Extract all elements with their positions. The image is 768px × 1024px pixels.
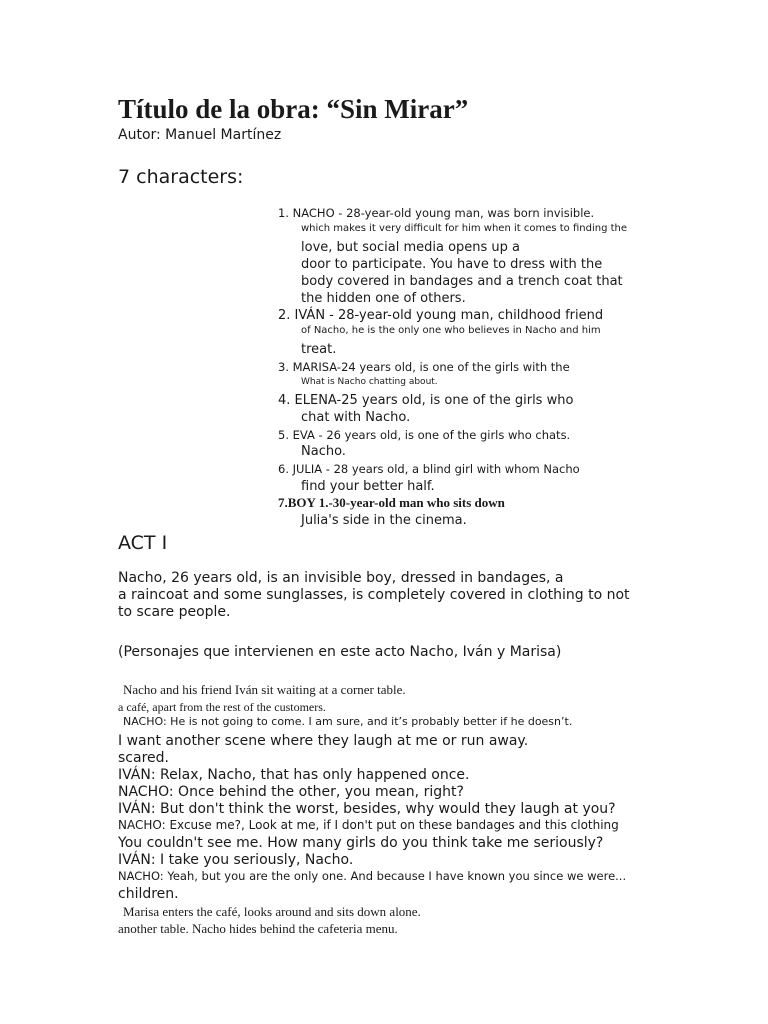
intro-line: Nacho, 26 years old, is an invisible boy, dressed in bandages, a <box>118 570 564 586</box>
stage-direction: Marisa enters the café, looks around and sits down alone. <box>123 904 421 919</box>
stage-direction: a café, apart from the rest of the customers. <box>118 700 326 714</box>
intro-line: a raincoat and some sunglasses, is completely covered in clothing to not <box>118 587 630 603</box>
character-2-line: of Nacho, he is the only one who believes in Nacho and him <box>301 325 601 336</box>
characters-heading: 7 characters: <box>118 166 244 188</box>
character-1-line: which makes it very difficult for him when it comes to finding the <box>301 223 628 234</box>
dialogue-line: I want another scene where they laugh at me or run away. <box>118 733 529 749</box>
characters-note: (Personajes que intervienen en este acto Nacho, Iván y Marisa) <box>118 644 562 660</box>
character-5-line: Nacho. <box>301 444 346 459</box>
character-1-line: door to participate. You have to dress with the <box>301 257 603 272</box>
author-line: Autor: Manuel Martínez <box>118 127 282 143</box>
intro-line: to scare people. <box>118 604 231 620</box>
character-3-line: What is Nacho chatting about. <box>301 377 438 387</box>
character-4-line: 4. ELENA-25 years old, is one of the girls who <box>278 393 574 408</box>
character-4-line: chat with Nacho. <box>301 410 411 425</box>
dialogue-line: NACHO: He is not going to come. I am sure, and it’s probably better if he doesn’t. <box>123 715 573 728</box>
character-6-line: 6. JULIA - 28 years old, a blind girl with whom Nacho <box>278 462 580 476</box>
stage-direction: another table. Nacho hides behind the cafeteria menu. <box>118 921 398 936</box>
dialogue-line: NACHO: Yeah, but you are the only one. And because I have known you since we were... <box>118 869 627 883</box>
play-title: Título de la obra: “Sin Mirar” <box>118 94 469 124</box>
dialogue-line: scared. <box>118 750 169 766</box>
character-2-line: treat. <box>301 342 337 357</box>
character-3-line: 3. MARISA-24 years old, is one of the girls with the <box>278 360 570 374</box>
act-heading: ACT I <box>118 532 168 554</box>
character-5-line: 5. EVA - 26 years old, is one of the girls who chats. <box>278 428 571 442</box>
character-7-line: 7.BOY 1.-30-year-old man who sits down <box>278 495 505 510</box>
dialogue-line: NACHO: Excuse me?, Look at me, if I don't put on these bandages and this clothing <box>118 818 619 832</box>
dialogue-line: You couldn't see me. How many girls do you think take me seriously? <box>118 835 604 851</box>
character-1-line: love, but social media opens up a <box>301 240 521 255</box>
dialogue-line: IVÁN: But don't think the worst, besides, why would they laugh at you? <box>118 801 616 817</box>
character-2-line: 2. IVÁN - 28-year-old young man, childhood friend <box>278 308 604 323</box>
stage-direction: Nacho and his friend Iván sit waiting at a corner table. <box>123 682 406 697</box>
character-1-line: body covered in bandages and a trench coat that <box>301 274 623 289</box>
character-1-line: 1. NACHO - 28-year-old young man, was born invisible. <box>278 206 595 220</box>
dialogue-line: IVÁN: Relax, Nacho, that has only happened once. <box>118 767 470 783</box>
dialogue-line: IVÁN: I take you seriously, Nacho. <box>118 852 354 868</box>
character-6-line: find your better half. <box>301 479 435 494</box>
dialogue-line: NACHO: Once behind the other, you mean, right? <box>118 784 464 800</box>
character-7-line: Julia's side in the cinema. <box>301 513 467 528</box>
character-1-line: the hidden one of others. <box>301 291 466 306</box>
dialogue-line: children. <box>118 886 179 902</box>
